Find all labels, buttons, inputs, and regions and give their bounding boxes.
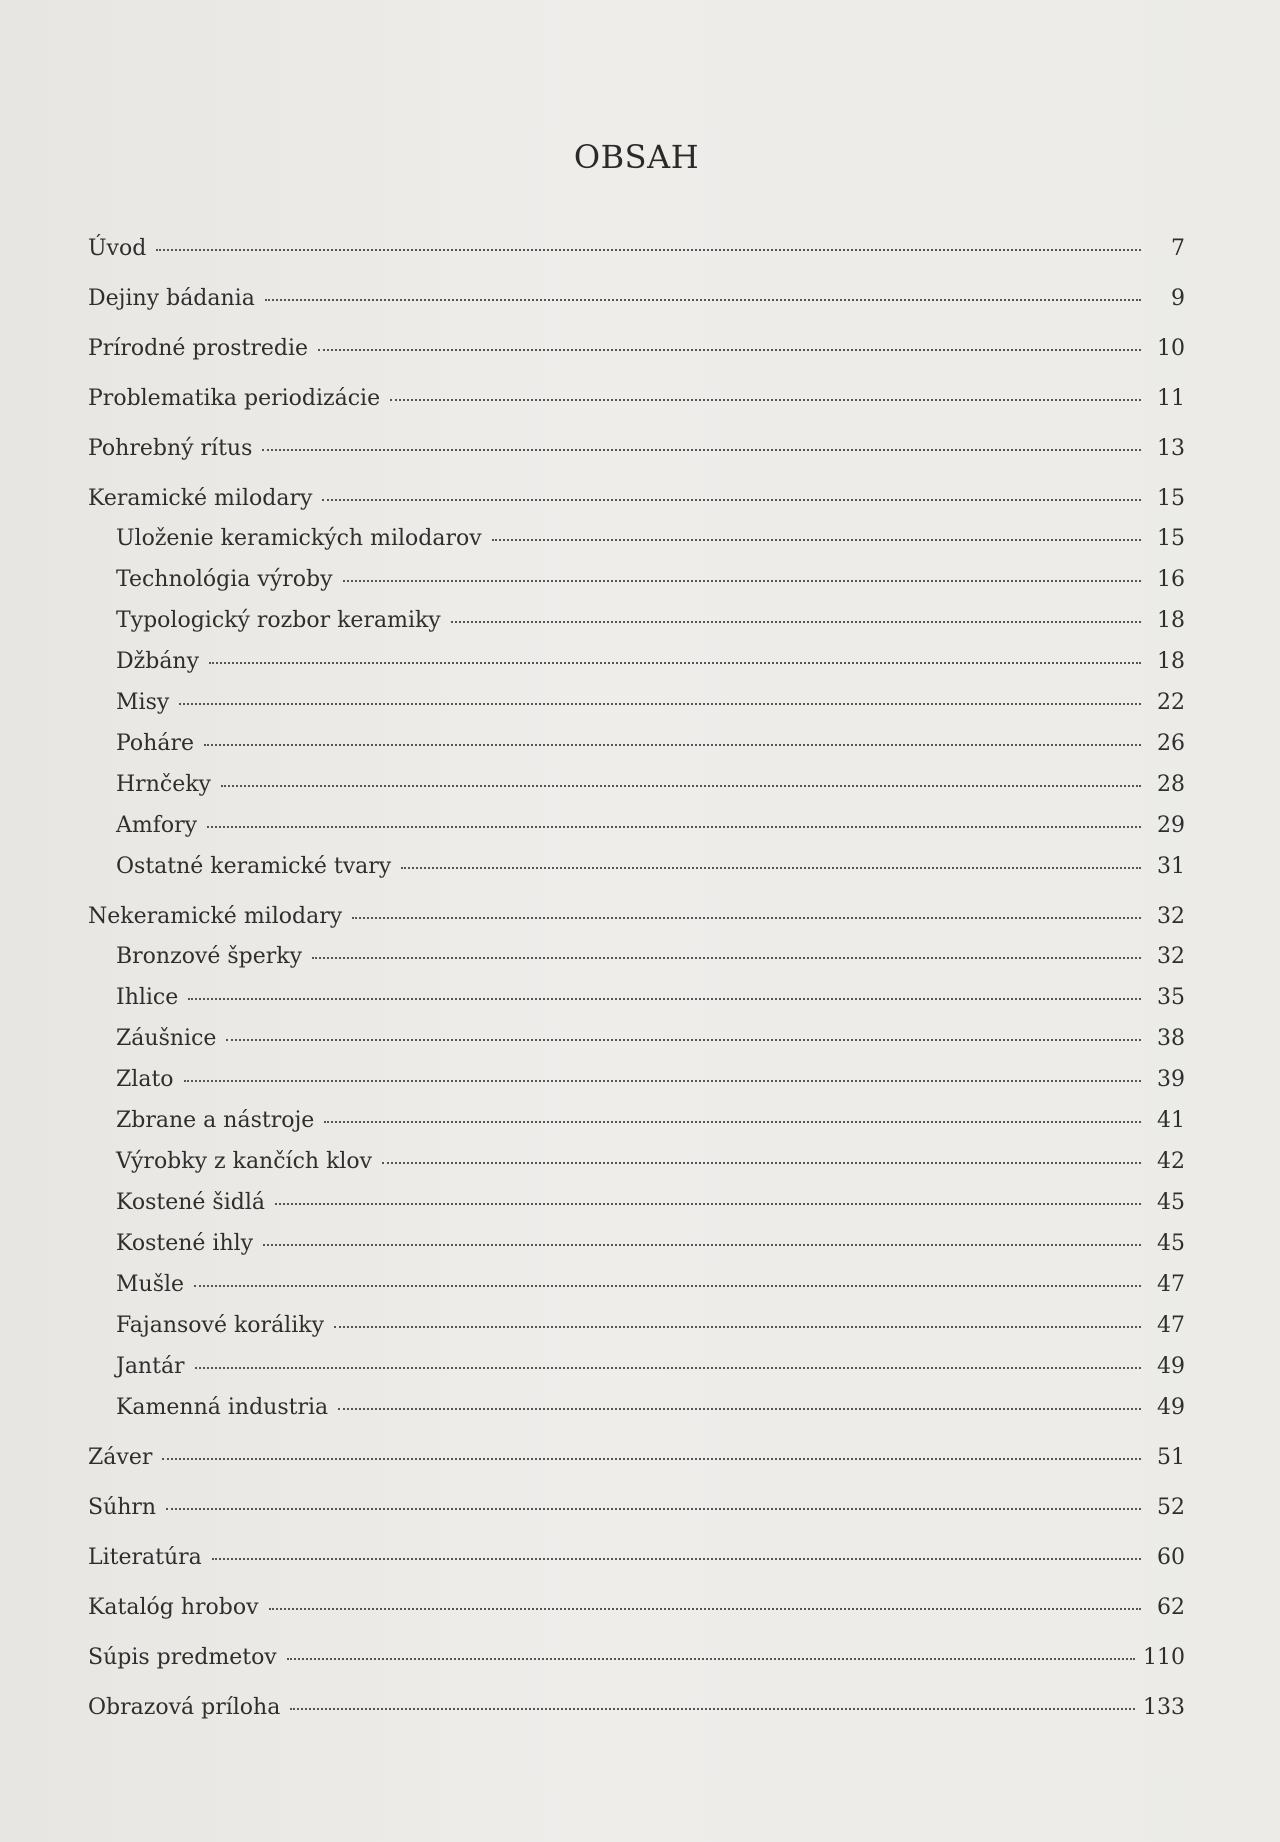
toc-entry	[88, 1595, 1185, 1621]
toc-entry-label: Kostené ihly	[116, 1231, 254, 1256]
toc-entry-label: Technológia výroby	[116, 567, 333, 592]
toc-entry-label: Literatúra	[88, 1545, 202, 1570]
dot-leader	[275, 1203, 1141, 1205]
toc-subentry	[88, 567, 1185, 593]
toc-entry-page-number: 42	[1157, 1149, 1185, 1174]
toc-subentry	[88, 1231, 1185, 1257]
dot-leader	[343, 580, 1141, 582]
dot-leader	[204, 744, 1141, 746]
toc-subentry	[88, 526, 1185, 552]
dot-leader	[166, 1508, 1141, 1510]
toc-entry	[88, 1495, 1185, 1521]
toc-entry	[88, 1645, 1185, 1671]
dot-leader	[265, 299, 1141, 301]
toc-entry	[88, 1545, 1185, 1571]
toc-entry-label: Ihlice	[116, 985, 179, 1010]
toc-entry-label: Výrobky z kančích klov	[116, 1149, 373, 1174]
dot-leader	[263, 1244, 1141, 1246]
toc-entry-label: Hrnčeky	[116, 772, 211, 797]
toc-subentry	[88, 1108, 1185, 1134]
dot-leader	[194, 1285, 1141, 1287]
dot-leader	[492, 539, 1141, 541]
toc-entry	[88, 286, 1185, 312]
toc-entry	[88, 436, 1185, 462]
toc-entry-label: Fajansové koráliky	[116, 1313, 325, 1338]
toc-entry-page-number: 41	[1157, 1108, 1185, 1133]
toc-entry-page-number: 45	[1157, 1190, 1185, 1215]
toc-entry-label: Bronzové šperky	[116, 944, 303, 969]
toc-entry-label: Kamenná industria	[116, 1395, 329, 1420]
dot-leader	[262, 449, 1141, 451]
toc-entry-page-number: 32	[1157, 904, 1185, 929]
toc-entry	[88, 1445, 1185, 1471]
toc-entry-label: Obrazová príloha	[88, 1695, 281, 1720]
toc-entry-label: Dejiny bádania	[88, 286, 255, 311]
dot-leader	[338, 1408, 1141, 1410]
dot-leader	[162, 1458, 1141, 1460]
dot-leader	[324, 1121, 1141, 1123]
toc-entry-page-number: 18	[1157, 649, 1185, 674]
toc-entry-page-number: 26	[1157, 731, 1185, 756]
toc-subentry	[88, 1395, 1185, 1421]
toc-subentry	[88, 608, 1185, 634]
toc-entry-page-number: 11	[1157, 386, 1185, 411]
toc-entry-label: Mušle	[116, 1272, 185, 1297]
dot-leader	[287, 1658, 1135, 1660]
toc-entry-page-number: 38	[1157, 1026, 1185, 1051]
dot-leader	[290, 1708, 1135, 1710]
toc-entry-page-number: 28	[1157, 772, 1185, 797]
toc-entry-page-number: 18	[1157, 608, 1185, 633]
dot-leader	[226, 1039, 1141, 1041]
dot-leader	[334, 1326, 1141, 1328]
dot-leader	[312, 957, 1141, 959]
toc-entry-page-number: 29	[1157, 813, 1185, 838]
toc-entry-page-number: 60	[1157, 1545, 1185, 1570]
toc-subentry	[88, 1354, 1185, 1380]
toc-entry-label: Pohrebný rítus	[88, 436, 253, 461]
toc-entry-page-number: 32	[1157, 944, 1185, 969]
toc-entry-label: Problematika periodizácie	[88, 386, 381, 411]
toc-entry-label: Katalóg hrobov	[88, 1595, 259, 1620]
toc-entry-page-number: 47	[1157, 1313, 1185, 1338]
toc-entry-page-number: 133	[1143, 1695, 1185, 1720]
toc-entry-page-number: 15	[1157, 526, 1185, 551]
toc-entry-label: Zlato	[116, 1067, 174, 1092]
page-title: OBSAH	[573, 138, 700, 176]
dot-leader	[318, 349, 1141, 351]
dot-leader	[156, 249, 1141, 251]
toc-entry-label: Jantár	[116, 1354, 185, 1379]
toc-entry-label: Záver	[88, 1445, 153, 1470]
toc-subentry	[88, 854, 1185, 880]
toc-entry-page-number: 15	[1157, 486, 1185, 511]
dot-leader	[221, 785, 1141, 787]
dot-leader	[322, 499, 1141, 501]
table-of-contents	[88, 236, 1185, 1721]
toc-entry-page-number: 39	[1157, 1067, 1185, 1092]
toc-subentry	[88, 690, 1185, 716]
toc-entry-page-number: 51	[1157, 1445, 1185, 1470]
toc-subentry	[88, 985, 1185, 1011]
toc-subentry	[88, 1067, 1185, 1093]
toc-subentry	[88, 649, 1185, 675]
toc-entry-page-number: 110	[1143, 1645, 1185, 1670]
toc-entry-label: Súhrn	[88, 1495, 157, 1520]
toc-entry-page-number: 16	[1157, 567, 1185, 592]
toc-entry-page-number: 9	[1171, 286, 1185, 311]
toc-entry-page-number: 7	[1171, 236, 1185, 261]
dot-leader	[451, 621, 1141, 623]
toc-entry-label: Záušnice	[116, 1026, 217, 1051]
toc-entry-page-number: 49	[1157, 1395, 1185, 1420]
dot-leader	[382, 1162, 1141, 1164]
toc-subentry	[88, 813, 1185, 839]
toc-entry	[88, 336, 1185, 362]
toc-entry-page-number: 49	[1157, 1354, 1185, 1379]
toc-entry-label: Ostatné keramické tvary	[116, 854, 392, 879]
toc-entry-label: Úvod	[88, 236, 147, 261]
dot-leader	[209, 662, 1141, 664]
dot-leader	[195, 1367, 1141, 1369]
toc-entry	[88, 386, 1185, 412]
toc-subentry	[88, 1190, 1185, 1216]
dot-leader	[179, 703, 1141, 705]
toc-subentry	[88, 1272, 1185, 1298]
toc-entry	[88, 904, 1185, 930]
toc-entry-label: Typologický rozbor keramiky	[116, 608, 441, 633]
toc-entry	[88, 1695, 1185, 1721]
toc-entry	[88, 486, 1185, 512]
dot-leader	[207, 826, 1141, 828]
toc-entry-label: Amfory	[116, 813, 198, 838]
toc-entry-page-number: 45	[1157, 1231, 1185, 1256]
toc-subentry	[88, 772, 1185, 798]
toc-entry-label: Nekeramické milodary	[88, 904, 343, 929]
toc-entry-label: Džbány	[116, 649, 200, 674]
toc-subentry	[88, 1149, 1185, 1175]
toc-subentry	[88, 731, 1185, 757]
dot-leader	[212, 1558, 1141, 1560]
toc-entry-label: Misy	[116, 690, 170, 715]
toc-subentry	[88, 944, 1185, 970]
toc-entry-page-number: 35	[1157, 985, 1185, 1010]
toc-entry-label: Zbrane a nástroje	[116, 1108, 315, 1133]
toc-entry-label: Kostené šidlá	[116, 1190, 265, 1215]
toc-entry-page-number: 10	[1157, 336, 1185, 361]
dot-leader	[188, 998, 1141, 1000]
toc-entry-label: Súpis predmetov	[88, 1645, 277, 1670]
dot-leader	[184, 1080, 1141, 1082]
toc-entry-label: Uloženie keramických milodarov	[116, 526, 482, 551]
toc-entry-page-number: 47	[1157, 1272, 1185, 1297]
toc-entry	[88, 236, 1185, 262]
dot-leader	[269, 1608, 1141, 1610]
toc-entry-page-number: 31	[1157, 854, 1185, 879]
toc-entry-label: Keramické milodary	[88, 486, 313, 511]
toc-entry-page-number: 52	[1157, 1495, 1185, 1520]
dot-leader	[390, 399, 1141, 401]
toc-entry-page-number: 62	[1157, 1595, 1185, 1620]
toc-entry-page-number: 22	[1157, 690, 1185, 715]
toc-subentry	[88, 1026, 1185, 1052]
toc-entry-label: Poháre	[116, 731, 194, 756]
toc-subentry	[88, 1313, 1185, 1339]
toc-entry-label: Prírodné prostredie	[88, 336, 309, 361]
dot-leader	[401, 867, 1141, 869]
dot-leader	[352, 917, 1141, 919]
toc-entry-page-number: 13	[1157, 436, 1185, 461]
